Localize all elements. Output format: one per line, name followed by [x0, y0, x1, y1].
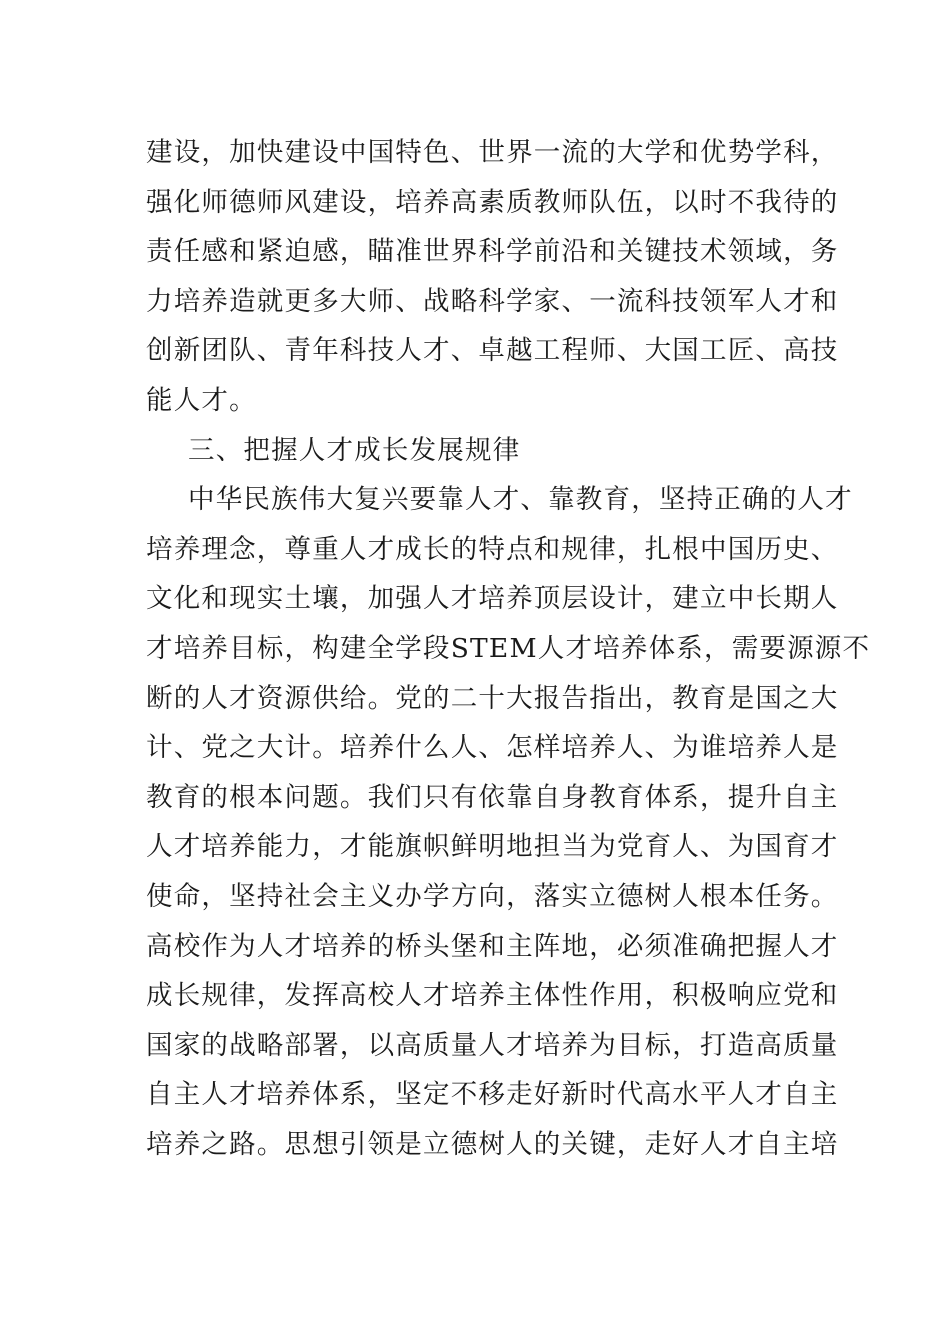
- text-line: 断的人才资源供给。党的二十大报告指出，教育是国之大: [146, 682, 839, 714]
- text-line: 高校作为人才培养的桥头堡和主阵地，必须准确把握人才: [146, 930, 839, 962]
- text-line: 责任感和紧迫感，瞄准世界科学前沿和关键技术领域，务: [146, 236, 839, 268]
- paragraph-first-line: 中华民族伟大复兴要靠人才、靠教育，坚持正确的人才: [188, 484, 853, 516]
- text-line: 人才培养能力，才能旗帜鲜明地担当为党育人、为国育才: [146, 831, 839, 863]
- text-line: 计、党之大计。培养什么人、怎样培养人、为谁培养人是: [146, 732, 839, 764]
- text-line: 文化和现实土壤，加强人才培养顶层设计，建立中长期人: [146, 583, 839, 615]
- text-line: 自主人才培养体系，坚定不移走好新时代高水平人才自主: [146, 1079, 839, 1111]
- text-line: 强化师德师风建设，培养高素质教师队伍，以时不我待的: [146, 186, 839, 218]
- text-line: 培养理念，尊重人才成长的特点和规律，扎根中国历史、: [146, 533, 839, 565]
- text-line: 能人才。: [146, 384, 257, 416]
- text-line: 才培养目标，构建全学段STEM人才培养体系，需要源源不: [146, 632, 871, 664]
- text-line: 成长规律，发挥高校人才培养主体性作用，积极响应党和: [146, 980, 839, 1012]
- text-line: 建设，加快建设中国特色、世界一流的大学和优势学科，: [146, 137, 839, 168]
- section-heading: 三、把握人才成长发展规律: [188, 434, 521, 466]
- text-line: 国家的战略部署，以高质量人才培养为目标，打造高质量: [146, 1029, 839, 1061]
- text-line: 力培养造就更多大师、战略科学家、一流科技领军人才和: [146, 285, 839, 317]
- text-line: 使命，坚持社会主义办学方向，落实立德树人根本任务。: [146, 880, 839, 912]
- body-text: [146, 128, 871, 1169]
- text-line: 创新团队、青年科技人才、卓越工程师、大国工匠、高技: [146, 335, 839, 367]
- text-line: 教育的根本问题。我们只有依靠自身教育体系，提升自主: [146, 781, 839, 813]
- text-line: 培养之路。思想引领是立德树人的关键，走好人才自主培: [146, 1128, 839, 1160]
